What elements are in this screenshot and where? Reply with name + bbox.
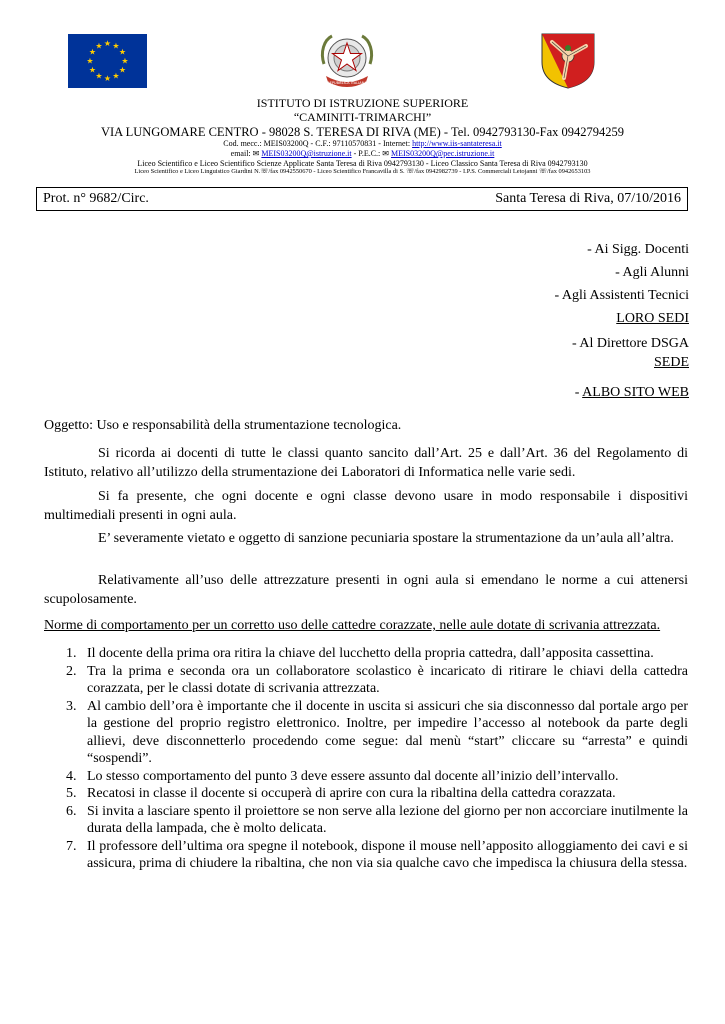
subject-line: Oggetto: Uso e responsabilità della strumentazione tecnologica. xyxy=(44,418,402,433)
list-item: 1. Il docente della prima ora ritira la chiave del lucchetto della propria cattedra, dall’apposita cassettina. xyxy=(66,646,654,661)
paragraph-1: Si ricorda ai docenti di tutte le classi quanto sancito dall’Art. 25 e dall’Art. 36 del Regolamento di Istituto, relativo all’utilizzo della strumentazione dei Laboratori di Informatica nelle varie sedi. xyxy=(44,446,688,480)
paragraph-4: Relativamente all’uso delle attrezzature presenti in ogni aula si emendano le norme a cui attenersi scupolosamente. xyxy=(44,573,688,607)
recipients-block xyxy=(555,238,689,330)
list-item: 6. Si invita a lasciare spento il proiettore se non serve alla lezione del giorno per non accorciare inutilmente la durata della lampada, che è molto delicata. xyxy=(66,803,688,836)
contacts-line xyxy=(80,149,645,159)
sicily-region-logo xyxy=(540,32,596,90)
svg-text:★: ★ xyxy=(95,41,103,51)
svg-text:★: ★ xyxy=(121,56,129,66)
list-item: 7. Il professore dell’ultima ora spegne il notebook, dispone il mouse nell’apposito alloggiamento dei cavi e si assicura, prima di chiudere la ribaltina, che non via sia qualche cavo che impedisca la chiusura della stessa. xyxy=(66,838,688,871)
list-item: 3. Al cambio dell’ora è importante che il docente in uscita si assicuri che sia disconnesso dal portale argo per la gestione del proprio registro elettronico. Inoltre, per impedire l’accesso al notebook da parte degli allievi, deve disconnetterlo procedendo come segue: dal menù “start” cliccare su “arresta” e quindi “sospendi”. xyxy=(66,698,688,766)
email-icon: ✉ xyxy=(252,149,262,158)
place-date: Santa Teresa di Riva, 07/10/2016 xyxy=(495,191,681,206)
recipient-technicians: - Agli Assistenti Tecnici xyxy=(554,288,689,303)
svg-text:REPUBBLICA ITALIANA: REPUBBLICA ITALIANA xyxy=(327,81,367,85)
licei-line-2: Liceo Scientifico e Liceo Linguistico Giardini N.☏/fax 0942550670 - Liceo Scientifico Francavilla di S. ☏/fax 0942982739 - I.P.S. Commerciali Letojanni ☏/fax 0942653103 xyxy=(134,168,591,175)
protocol-box xyxy=(36,187,688,211)
recipients-block-2 xyxy=(572,334,689,372)
list-item: 5. Recatosi in classe il docente si occuperà di aprire con cura la ribaltina della cattedra corazzata. xyxy=(66,786,616,801)
recipient-albo-text: ALBO SITO WEB xyxy=(582,385,689,400)
eu-flag-logo xyxy=(68,34,147,88)
recipient-sede: SEDE xyxy=(654,355,689,370)
svg-text:★: ★ xyxy=(118,65,127,75)
svg-text:★: ★ xyxy=(103,39,112,48)
recipient-students: - Agli Alunni xyxy=(615,265,689,280)
paragraph-3: E’ severamente vietato e oggetto di sanzione pecuniaria spostare la strumentazione da un’aula all’altra. xyxy=(98,531,674,546)
svg-text:★: ★ xyxy=(103,74,112,83)
svg-text:★: ★ xyxy=(118,47,127,57)
list-item: 2. Tra la prima e seconda ora un collaboratore scolastico è incaricato di ritirare le chiavi della cattedra corazzata, per le classi dotate di scrivania attrezzata. xyxy=(66,663,688,696)
svg-text:★: ★ xyxy=(86,56,94,66)
norms-list xyxy=(44,645,688,873)
email-label: email: xyxy=(230,149,253,158)
norms-title: Norme di comportamento per un corretto uso delle cattedre corazzate, nelle aule dotate di scrivania attrezzata. xyxy=(44,618,661,633)
recipient-albo xyxy=(575,381,689,404)
list-item: 4. Lo stesso comportamento del punto 3 deve essere assunto dal docente all’inizio dell’intervallo. xyxy=(66,768,619,784)
website-link[interactable]: http://www.iis-santateresa.it xyxy=(412,139,502,148)
svg-text:★: ★ xyxy=(112,41,120,51)
svg-text:★: ★ xyxy=(88,47,97,57)
recipient-loro-sedi: LORO SEDI xyxy=(616,311,689,326)
pec-email-icon: ✉ xyxy=(382,149,391,158)
school-codes: Cod. mecc.: MEIS03200Q - C.F.: 97110570831 - Internet: xyxy=(223,139,413,148)
italian-republic-emblem xyxy=(318,30,376,90)
svg-text:★: ★ xyxy=(95,71,103,81)
recipient-albo-prefix: - xyxy=(574,385,583,400)
school-type: ISTITUTO DI ISTRUZIONE SUPERIORE xyxy=(256,96,469,110)
pec-link[interactable]: MEIS03200Q@pec.istruzione.it xyxy=(390,149,495,158)
recipient-dsga: - Al Direttore DSGA xyxy=(571,336,689,351)
paragraph-2: Si fa presente, che ogni docente e ogni classe devono usare in modo responsabile i dispositivi multimediali presenti in ogni aula. xyxy=(44,489,688,523)
protocol-number: Prot. n° 9682/Circ. xyxy=(43,191,149,206)
svg-text:★: ★ xyxy=(112,71,120,81)
email-link[interactable]: MEIS03200Q@istruzione.it xyxy=(261,149,352,158)
svg-text:★: ★ xyxy=(88,65,97,75)
school-name: “CAMINITI-TRIMARCHI” xyxy=(293,110,432,124)
school-address: VIA LUNGOMARE CENTRO - 98028 S. TERESA DI RIVA (ME) - Tel. 0942793130-Fax 0942794259 xyxy=(100,125,625,139)
school-codes-line xyxy=(80,139,645,149)
pec-label: - P.E.C.: xyxy=(351,149,383,158)
recipient-teachers: - Ai Sigg. Docenti xyxy=(587,242,689,257)
licei-line-1: Liceo Scientifico e Liceo Scientifico Scienze Applicate Santa Teresa di Riva 0942793130 - Liceo Classico Santa Teresa di Riva 0942793130 xyxy=(137,159,588,168)
